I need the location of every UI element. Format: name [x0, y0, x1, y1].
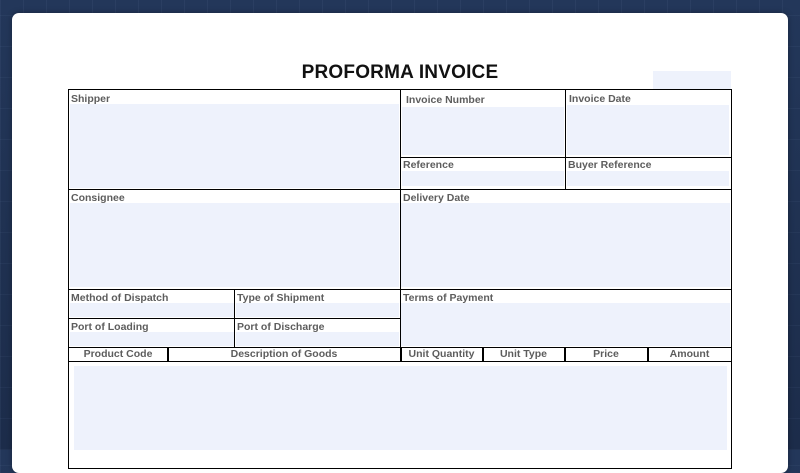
consignee-label: Consignee — [71, 192, 125, 204]
reference-label: Reference — [403, 159, 454, 171]
column-header-unit-type: Unit Type — [499, 348, 548, 360]
column-header-price: Price — [593, 348, 619, 360]
port-of-discharge-label: Port of Discharge — [237, 321, 325, 333]
delivery-date-box — [400, 189, 732, 290]
column-header-product-code: Product Code — [83, 348, 153, 360]
method-of-dispatch-label: Method of Dispatch — [71, 292, 169, 304]
extra-field[interactable] — [653, 71, 731, 89]
invoice-date-label: Invoice Date — [569, 93, 631, 105]
column-header-amount: Amount — [669, 348, 710, 360]
column-header-unit-quantity: Unit Quantity — [408, 348, 475, 360]
buyer-reference-label: Buyer Reference — [568, 159, 652, 171]
shipper-box — [68, 89, 401, 190]
type-of-shipment-label: Type of Shipment — [237, 292, 325, 304]
document-title: PROFORMA INVOICE — [301, 62, 499, 83]
column-header-description-of-goods: Description of Goods — [230, 348, 338, 360]
terms-of-payment-label: Terms of Payment — [403, 292, 494, 304]
port-of-loading-label: Port of Loading — [71, 321, 149, 333]
consignee-box — [68, 189, 401, 290]
invoice-number-label: Invoice Number — [406, 94, 485, 106]
shipper-label: Shipper — [71, 93, 111, 105]
delivery-date-label: Delivery Date — [403, 192, 470, 204]
